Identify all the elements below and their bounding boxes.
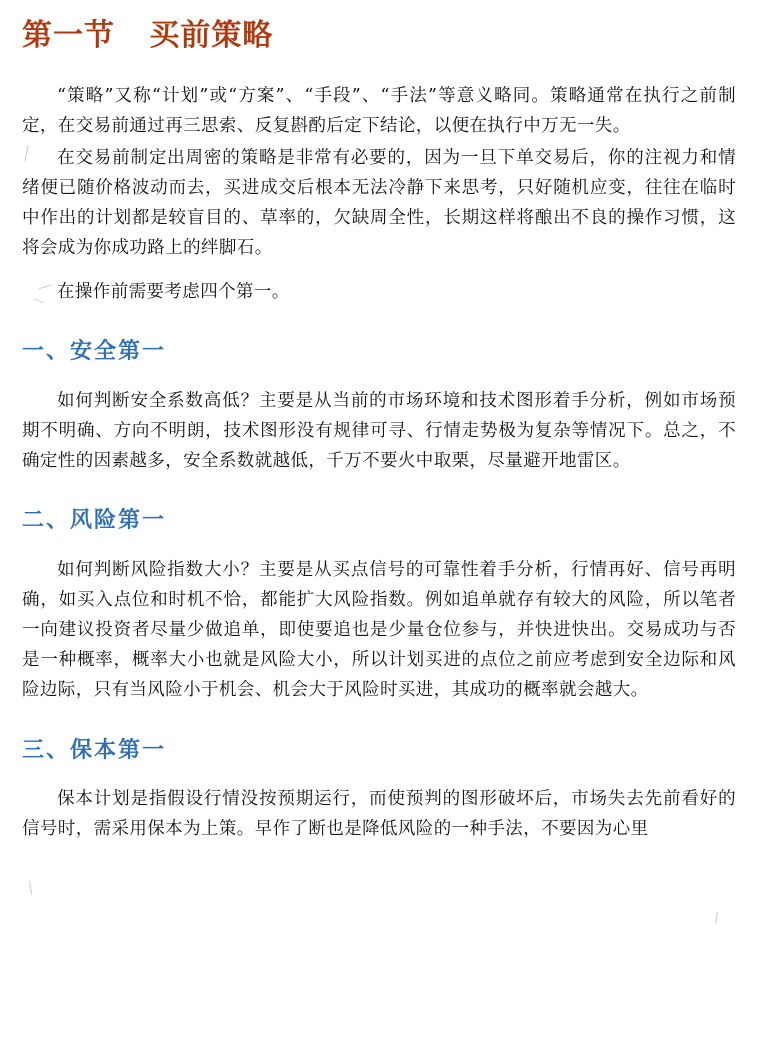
paragraph: 在交易前制定出周密的策略是非常有必要的，因为一旦下单交易后，你的注视力和情绪便已随价格波动而去，买进成交后根本无法冷静下来思考，只好随机应变，往往在临时中作出的计划都是较盲目的、草率的，欠缺周全性，长期这样将酿出不良的操作习惯，这将会成为你成功路上的绊脚石。	[22, 147, 736, 258]
intro-section	[22, 81, 736, 308]
section-heading: 二、风险第一	[22, 508, 167, 534]
page-title: 第一节 买前策略	[22, 18, 274, 53]
scan-mark	[715, 912, 724, 925]
section-capital-preservation	[22, 736, 736, 845]
section-risk	[22, 506, 736, 705]
scan-mark	[29, 879, 42, 895]
section-heading: 一、安全第一	[22, 339, 167, 365]
paragraph: “策略”又称“计划”或“方案”、“手段”、“手法”等意义略同。策略通常在执行之前制定，在交易前通过再三思索、反复斟酌后定下结论，以便在执行中万无一失。	[22, 85, 736, 136]
section-body	[22, 784, 736, 844]
paragraph: 如何判断安全系数高低？主要是从当前的市场环境和技术图形着手分析，例如市场预期不明确、方向不明朗，技术图形没有规律可寻、行情走势极为复杂等情况下。总之，不确定性的因素越多，安全系数就越低，千万不要火中取栗，尽量避开地雷区。	[22, 390, 736, 472]
section-heading: 三、保本第一	[22, 737, 167, 763]
section-safety	[22, 337, 736, 476]
section-body	[22, 386, 736, 476]
section-body	[22, 555, 736, 705]
paragraph: 如何判断风险指数大小？主要是从买点信号的可靠性着手分析，行情再好、信号再明确，如买入点位和时机不恰，都能扩大风险指数。例如追单就存有较大的风险，所以笔者一向建议投资者尽量少做追单，即使要追也是少量仓位参与，并快进快出。交易成功与否是一种概率，概率大小也就是风险大小，所以计划买进的点位之前应考虑到安全边际和风险边际，只有当风险小于机会、机会大于风险时买进，其成功的概率就会越大。	[22, 560, 736, 701]
paragraph: 在操作前需要考虑四个第一。	[57, 282, 290, 303]
paragraph: 保本计划是指假设行情没按预期运行，而使预判的图形破坏后，市场失去先前看好的信号时，需采用保本为上策。早作了断也是降低风险的一种手法，不要因为心里	[22, 789, 736, 840]
